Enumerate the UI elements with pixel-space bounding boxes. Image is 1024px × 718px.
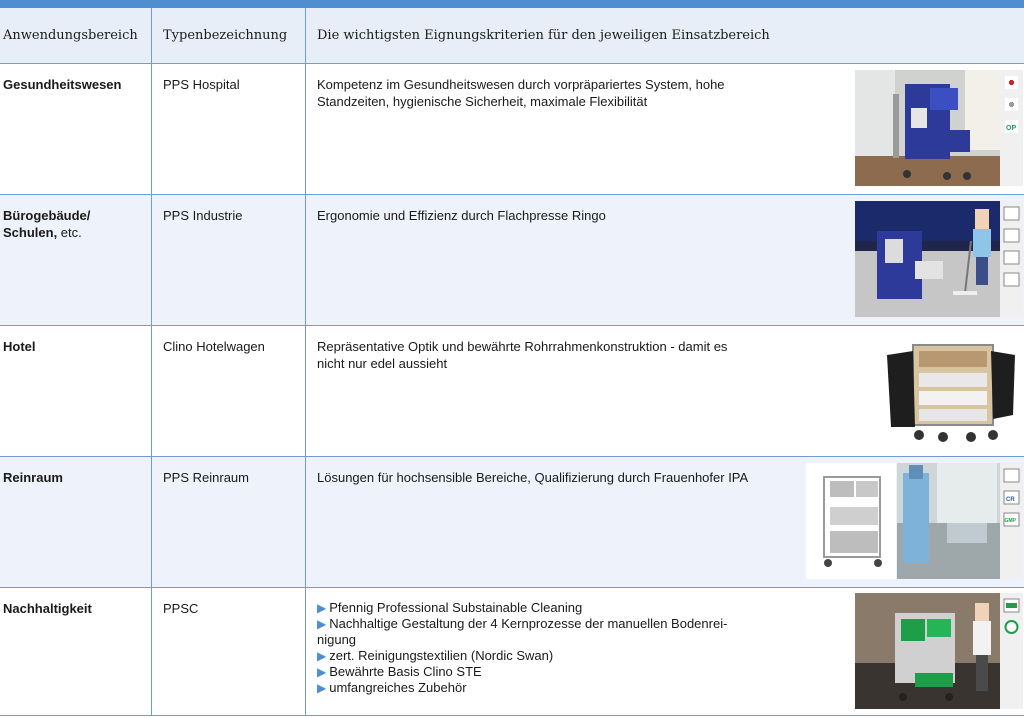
area-label: Gesundheitswesen: [3, 77, 122, 92]
header-eignungskriterien: Die wichtigsten Eignungskriterien für den jeweiligen Einsatzbereich: [317, 28, 770, 43]
column-divider: [151, 8, 152, 716]
bullet-item: ▶ Pfennig Professional Substainable Cleaning: [317, 600, 583, 615]
svg-text:OP: OP: [1006, 125, 1017, 132]
table-row-reinraum: [0, 457, 1024, 588]
triangle-bullet-icon: ▶: [317, 649, 327, 663]
criteria-line: Standzeiten, hygienische Sicherheit, maximale Flexibilität: [317, 94, 648, 109]
bullet-item-continuation: nigung: [317, 632, 357, 647]
type-label: PPSC: [163, 601, 199, 616]
table-row-buerogebaeude: [0, 195, 1024, 326]
triangle-bullet-icon: ▶: [317, 681, 327, 695]
area-label: Hotel: [3, 339, 36, 354]
bullet-item: ▶ umfangreiches Zubehör: [317, 680, 467, 695]
criteria-text: Ergonomie und Effizienz durch Flachpresse Ringo: [317, 208, 606, 223]
hotel-cart-photo: [883, 335, 1021, 447]
svg-text:CR: CR: [1006, 497, 1015, 503]
sustainable-cart-photo: [855, 593, 1023, 709]
area-label: Reinraum: [3, 470, 63, 485]
table-header: [0, 8, 1024, 64]
criteria-line: nicht nur edel aussieht: [317, 356, 448, 371]
area-label: [3, 207, 143, 241]
bullet-item: ▶ zert. Reinigungstextilien (Nordic Swan): [317, 648, 554, 663]
cleanroom-cart-photo: [806, 463, 896, 579]
area-line: Schulen,: [3, 225, 58, 240]
svg-text:GMP: GMP: [1004, 518, 1016, 524]
triangle-bullet-icon: ▶: [317, 665, 327, 679]
criteria-line: Kompetenz im Gesundheitswesen durch vorpräpariertes System, hohe: [317, 77, 725, 92]
header-anwendungsbereich: Anwendungsbereich: [3, 28, 138, 43]
criteria-line: Repräsentative Optik und bewährte Rohrrahmenkonstruktion - damit es: [317, 339, 728, 354]
table-row-nachhaltigkeit: [0, 588, 1024, 716]
type-label: PPS Industrie: [163, 208, 243, 223]
office-cart-photo: [855, 201, 1023, 317]
top-accent-bar: [0, 0, 1024, 8]
criteria-text: [317, 338, 797, 372]
criteria-text: [317, 76, 797, 110]
bullet-item: ▶ Bewährte Basis Clino STE: [317, 664, 482, 679]
criteria-text: Lösungen für hochsensible Bereiche, Qualifizierung durch Frauenhofer IPA: [317, 470, 749, 485]
type-label: PPS Reinraum: [163, 470, 249, 485]
header-typenbezeichnung: Typenbezeichnung: [163, 28, 288, 43]
triangle-bullet-icon: ▶: [317, 617, 327, 631]
column-divider: [305, 8, 306, 716]
type-label: PPS Hospital: [163, 77, 240, 92]
table-row-gesundheitswesen: [0, 64, 1024, 195]
criteria-bullets: [317, 600, 797, 696]
cleanroom-worker-photo: [897, 463, 1023, 579]
bullet-item: ▶ Nachhaltige Gestaltung der 4 Kernprozesse der manuellen Bodenrei-: [317, 616, 728, 631]
table-row-hotel: [0, 326, 1024, 457]
hospital-cart-photo: [855, 70, 1023, 186]
type-label: Clino Hotelwagen: [163, 339, 265, 354]
area-label: Nachhaltigkeit: [3, 601, 92, 616]
triangle-bullet-icon: ▶: [317, 601, 327, 615]
area-suffix: etc.: [57, 225, 82, 240]
area-line: Bürogebäude/: [3, 208, 91, 223]
